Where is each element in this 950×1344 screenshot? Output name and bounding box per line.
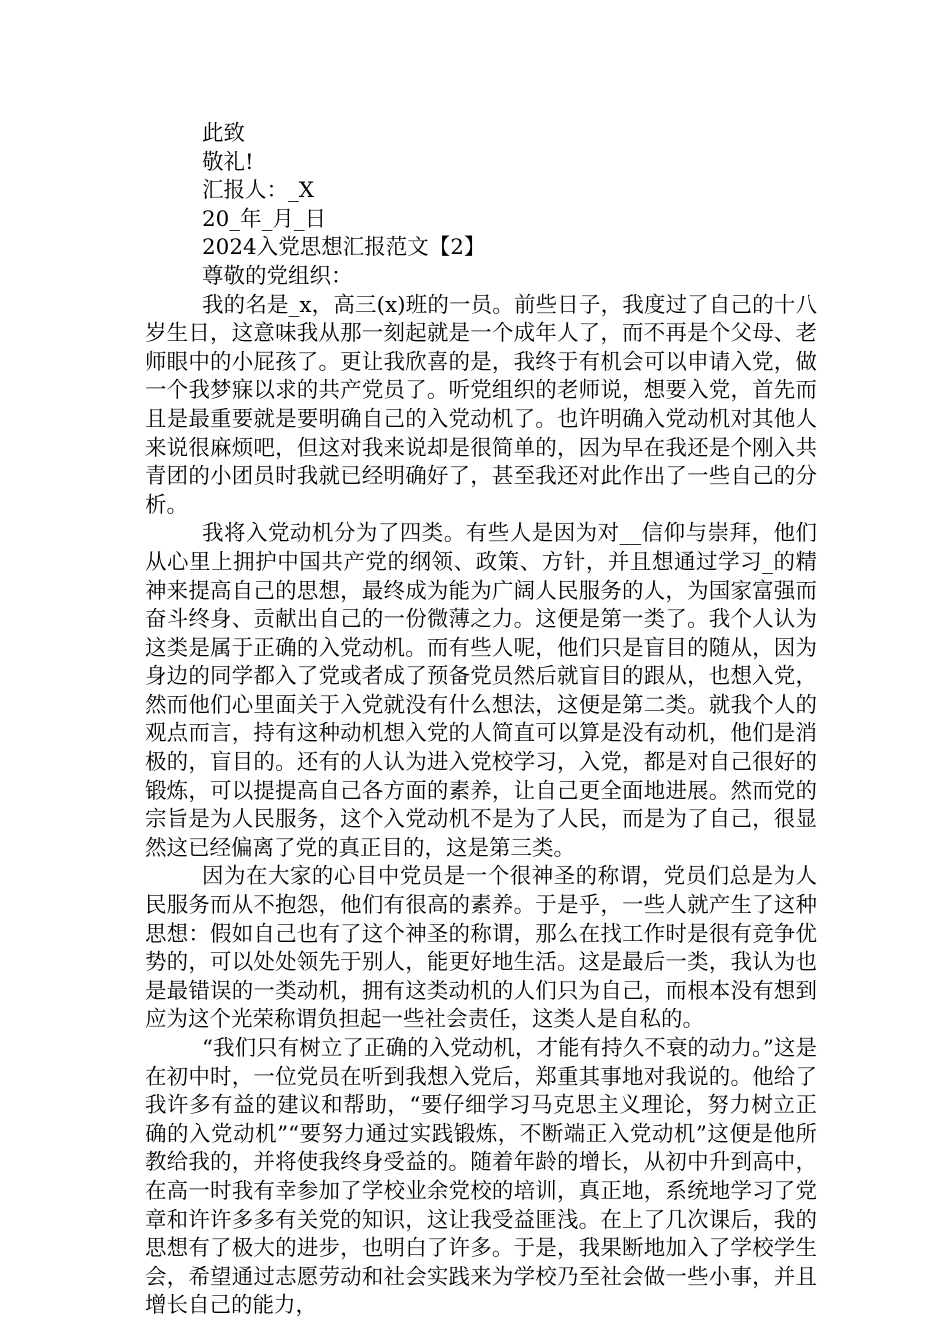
section-heading: 2024入党思想汇报范文【2】 (202, 235, 486, 261)
salute-line: 敬礼! (202, 149, 254, 175)
paragraph: 我的名是_x，高三(x)班的一员。前些日子，我度过了自己的十八岁生日，这意味我从那一刻起就是一个成年人了，而不再是个父母、老师眼中的小屁孩了。更让我欣喜的是，我终于有机会可以申请入党，做一个我梦寐以求的共产党员了。听党组织的老师说，想要入党，首先而且是最重要就是要明确自己的入党动机了。也许明确入党动机对其他人来说很麻烦吧，但这对我来说却是很简单的，因为早在我还是个刚入共青团的小团员时我就已经明确好了，甚至我还对此作出了一些自己的分析。 (145, 292, 817, 518)
reporter-line: 汇报人：_X (202, 178, 315, 204)
greeting-line: 尊敬的党组织： (202, 263, 353, 289)
closing-line: 此致 (202, 121, 246, 146)
document-page (145, 120, 817, 1321)
paragraph: 因为在大家的心目中党员是一个很神圣的称谓，党员们总是为人民服务而从不抱怨，他们有很高的素养。于是乎，一些人就产生了这种思想：假如自己也有了这个神圣的称谓，那么在找工作时是很有竞争优势的，可以处处领先于别人，能更好地生活。这是最后一类，我认为也是最错误的一类动机，拥有这类动机的人们只为自己，而根本没有想到应为这个光荣称谓负担起一些社会责任，这类人是自私的。 (145, 864, 817, 1033)
paragraph: 我将入党动机分为了四类。有些人是因为对__信仰与崇拜，他们从心里上拥护中国共产党的纲领、政策、方针，并且想通过学习_的精神来提高自己的思想，最终成为能为广阔人民服务的人，为国家富强而奋斗终身、贡献出自己的一份微薄之力。这便是第一类了。我个人认为这类是属于正确的入党动机。而有些人呢，他们只是盲目的随从，因为身边的同学都入了党或者成了预备党员然后就盲目的跟从，也想入党，然而他们心里面关于入党就没有什么想法，这便是第二类。就我个人的观点而言，持有这种动机想入党的人简直可以算是没有动机，他们是消极的，盲目的。还有的人认为进入党校学习，入党，都是对自己很好的锻炼，可以提提高自己各方面的素养，让自己更全面地进展。然而党的宗旨是为人民服务，这个入党动机不是为了人民，而是为了自己，很显然这已经偏离了党的真正目的，这是第三类。 (145, 521, 817, 861)
date-line: 20_年_月_日 (202, 206, 327, 232)
paragraph: “我们只有树立了正确的入党动机，才能有持久不衰的动力。”这是在初中时，一位党员在听到我想入党后，郑重其事地对我说的。他给了我许多有益的建议和帮助，“要仔细学习马克思主义理论，努力树立正确的入党动机”“要努力通过实践锻炼，不断端正入党动机”这便是他所教给我的，并将使我终身受益的。随着年龄的增长，从初中升到高中，在高一时我有幸参加了学校业余党校的培训，真正地，系统地学习了党章和许许多多有关党的知识，这让我受益匪浅。在上了几次课后，我的思想有了极大的进步，也明白了许多。于是，我果断地加入了学校学生会，希望通过志愿劳动和社会实践来为学校乃至社会做一些小事，并且增长自己的能力， (145, 1036, 817, 1319)
